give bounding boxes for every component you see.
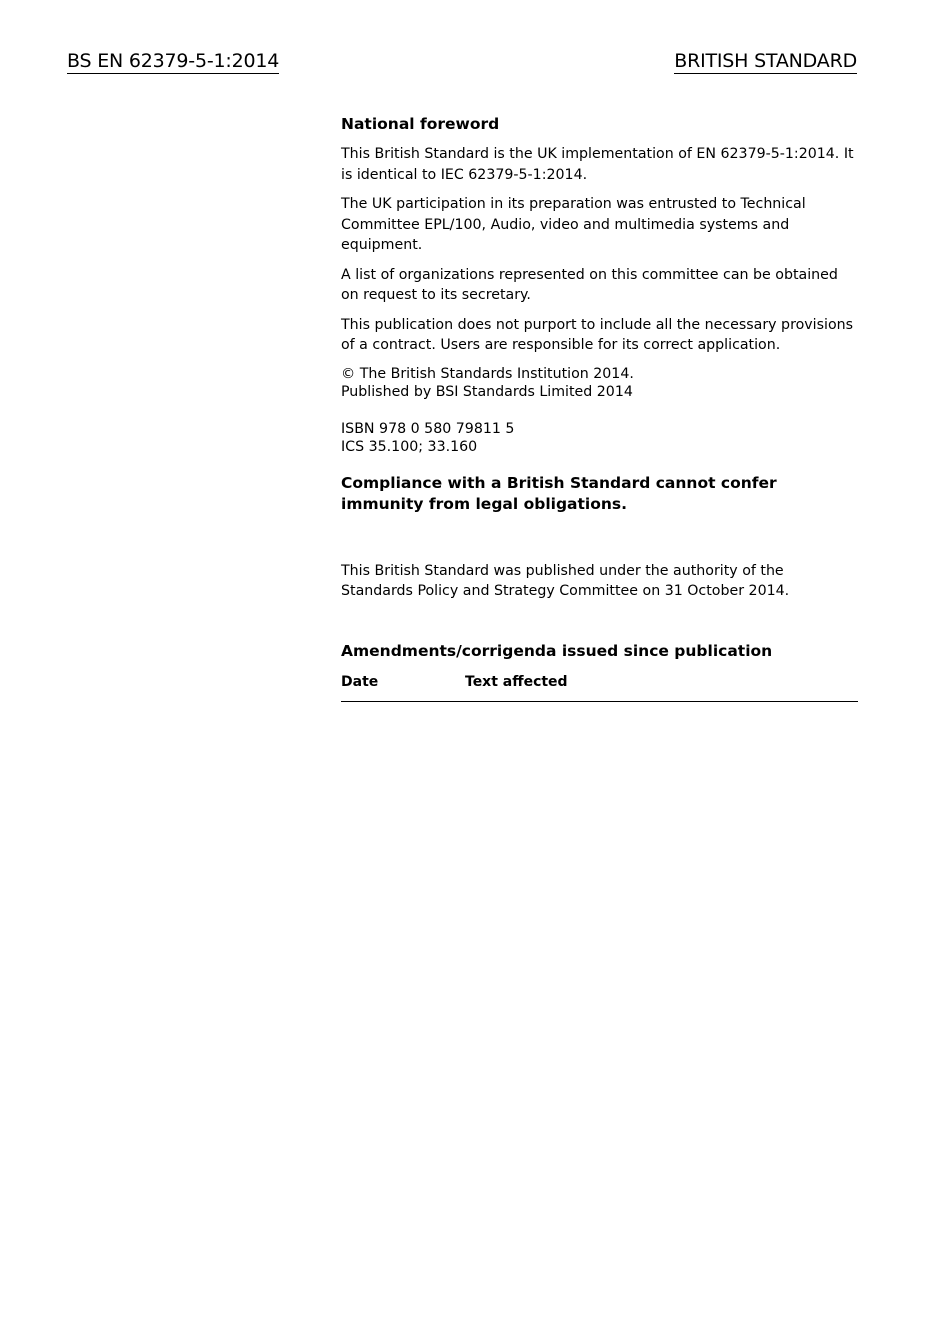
published-line: Published by BSI Standards Limited 2014 [341, 384, 633, 400]
foreword-paragraph-implementation: This British Standard is the UK implementation of EN 62379-5-1:2014. It is identical to IEC 62379-5-1:2014. [341, 146, 854, 183]
amendments-column-date: Date [341, 673, 379, 690]
authority-statement: This British Standard was published under the authority of the Standards Policy and Strategy Committee on 31 October 2014. [341, 562, 790, 599]
foreword-heading: National foreword [341, 115, 500, 133]
foreword-paragraph-participation: The UK participation in its preparation was entrusted to Technical Committee EPL/100, Audio, video and multimedia systems and equipment. [341, 196, 806, 253]
copyright-block [341, 365, 858, 402]
compliance-statement: Compliance with a British Standard cannot confer immunity from legal obligations. [341, 473, 777, 513]
document-number: BS EN 62379-5-1:2014 [67, 50, 280, 72]
foreword-paragraph-provisions: This publication does not purport to include all the necessary provisions of a contract. Users are responsible for its correct application. [341, 316, 854, 353]
amendments-column-text-affected: Text affected [465, 673, 568, 690]
identifier-block [341, 420, 858, 457]
document-type: BRITISH STANDARD [674, 50, 857, 72]
amendments-heading: Amendments/corrigenda issued since publication [341, 641, 773, 660]
copyright-line: © The British Standards Institution 2014. [341, 365, 634, 382]
foreword-paragraph-organizations: A list of organizations represented on this committee can be obtained on request to its secretary. [341, 266, 838, 303]
national-foreword-section [341, 113, 858, 702]
amendments-table-header [341, 673, 858, 702]
ics-line: ICS 35.100; 33.160 [341, 439, 478, 455]
isbn-line: ISBN 978 0 580 79811 5 [341, 420, 515, 437]
